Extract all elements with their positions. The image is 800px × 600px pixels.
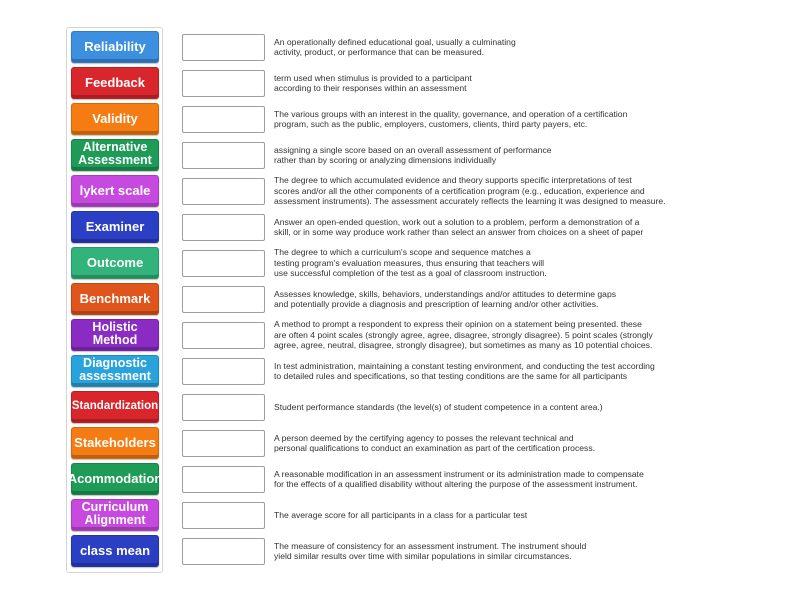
tile-acommodation[interactable] [67, 463, 163, 495]
description-1: An operationally defined educational goal, usually a culminating activity, product, or performance that can be measured. [274, 36, 516, 57]
tile-label: Validity [92, 110, 138, 126]
answer-slot-8[interactable] [182, 286, 265, 313]
description-2: term used when stimulus is provided to a participant according to their responses within an assessment [274, 72, 472, 93]
answer-slot-2[interactable] [182, 70, 265, 97]
tile-label: Standardization [71, 399, 159, 412]
answer-slot-5[interactable] [182, 178, 265, 205]
tile-label: Holistic Method [92, 320, 138, 347]
tile-label: Stakeholders [74, 434, 156, 450]
answer-slot-13[interactable] [182, 466, 265, 493]
tile-outcome[interactable] [71, 247, 159, 279]
tile-holistic-method[interactable] [71, 319, 159, 351]
tile-alternative-assessment[interactable] [71, 139, 159, 171]
tile-label: lykert scale [79, 182, 151, 198]
description-3: The various groups with an interest in the quality, governance, and operation of a certification program, such as the public, employers, customers, clients, third party payers, etc. [274, 108, 628, 129]
answer-slot-15[interactable] [182, 538, 265, 565]
description-9: A method to prompt a respondent to express their opinion on a statement being presented. these are often 4 point scales (strongly agree, agree, disagree, strongly disagree). 5 point scales (strongly agree, agree, neutral, disagree, strongly disagree), but sometimes as many as 10 potential choices. [274, 319, 653, 351]
tile-examiner[interactable] [71, 211, 159, 243]
answer-slot-12[interactable] [182, 430, 265, 457]
description-11: Student performance standards (the level(s) of student competence in a content area.) [274, 401, 603, 412]
description-7: The degree to which a curriculum's scope and sequence matches a testing program's evaluation measures, thus ensuring that teachers will use successful completion of the test as a goal of classroom instruction. [274, 247, 547, 279]
answer-slot-1[interactable] [182, 34, 265, 61]
answer-slot-6[interactable] [182, 214, 265, 241]
description-14: The average score for all participants in a class for a particular test [274, 509, 528, 520]
description-8: Assesses knowledge, skills, behaviors, understandings and/or attitudes to determine gaps and potentially provide a diagnosis and prescription of learning and/or other activities. [274, 288, 617, 309]
tile-label: Alternative Assessment [78, 140, 152, 167]
tile-curriculum-alignment[interactable] [71, 499, 159, 531]
description-10: In test administration, maintaining a constant testing environment, and conducting the test according to detailed rules and specifications, so that testing conditions are the same for all participants [274, 360, 655, 381]
description-15: The measure of consistency for an assessment instrument. The instrument should yield similar results over time with similar populations in similar circumstances. [274, 540, 587, 561]
tile-label: Reliability [84, 38, 146, 54]
answer-slot-10[interactable] [182, 358, 265, 385]
tile-label: Examiner [85, 218, 145, 234]
tile-label: Acommodation [67, 470, 163, 486]
answer-slot-14[interactable] [182, 502, 265, 529]
answer-slot-7[interactable] [182, 250, 265, 277]
tile-label: Outcome [86, 254, 144, 270]
description-6: Answer an open-ended question, work out a solution to a problem, perform a demonstration of a skill, or in some way produce work rather than select an answer from choices on a sheet of paper [274, 216, 644, 237]
tile-feedback[interactable] [71, 67, 159, 99]
tile-stakeholders[interactable] [71, 427, 159, 459]
answer-slot-11[interactable] [182, 394, 265, 421]
description-5: The degree to which accumulated evidence and theory supports specific interpretations of test scores and/or all the other components of a certification program (e.g., education, experience and assessment instruments). The assessment accurately reflects the learning it was designed to measure. [274, 175, 666, 207]
tile-label: class mean [79, 542, 151, 558]
tile-label: Diagnostic assessment [79, 356, 151, 383]
tile-diagnostic-assessment[interactable] [71, 355, 159, 387]
tile-reliability[interactable] [71, 31, 159, 63]
description-12: A person deemed by the certifying agency to posses the relevant technical and personal qualifications to conduct an examination as part of the certification process. [274, 432, 596, 453]
answer-slot-9[interactable] [182, 322, 265, 349]
description-13: A reasonable modification in an assessment instrument or its administration made to compensate for the effects of a qualified disability without altering the purpose of the assessment instrument. [274, 468, 644, 489]
answer-slot-4[interactable] [182, 142, 265, 169]
tile-class-mean[interactable] [71, 535, 159, 567]
tile-label: Benchmark [79, 290, 151, 306]
tile-label: Feedback [85, 74, 145, 90]
tile-validity[interactable] [71, 103, 159, 135]
description-4: assigning a single score based on an overall assessment of performance rather than by scoring or analyzing dimensions individually [274, 144, 552, 165]
tile-label: Curriculum Alignment [81, 500, 149, 527]
tile-standardization[interactable] [71, 391, 159, 423]
answer-slot-3[interactable] [182, 106, 265, 133]
tile-lykert-scale[interactable] [71, 175, 159, 207]
tile-benchmark[interactable] [71, 283, 159, 315]
